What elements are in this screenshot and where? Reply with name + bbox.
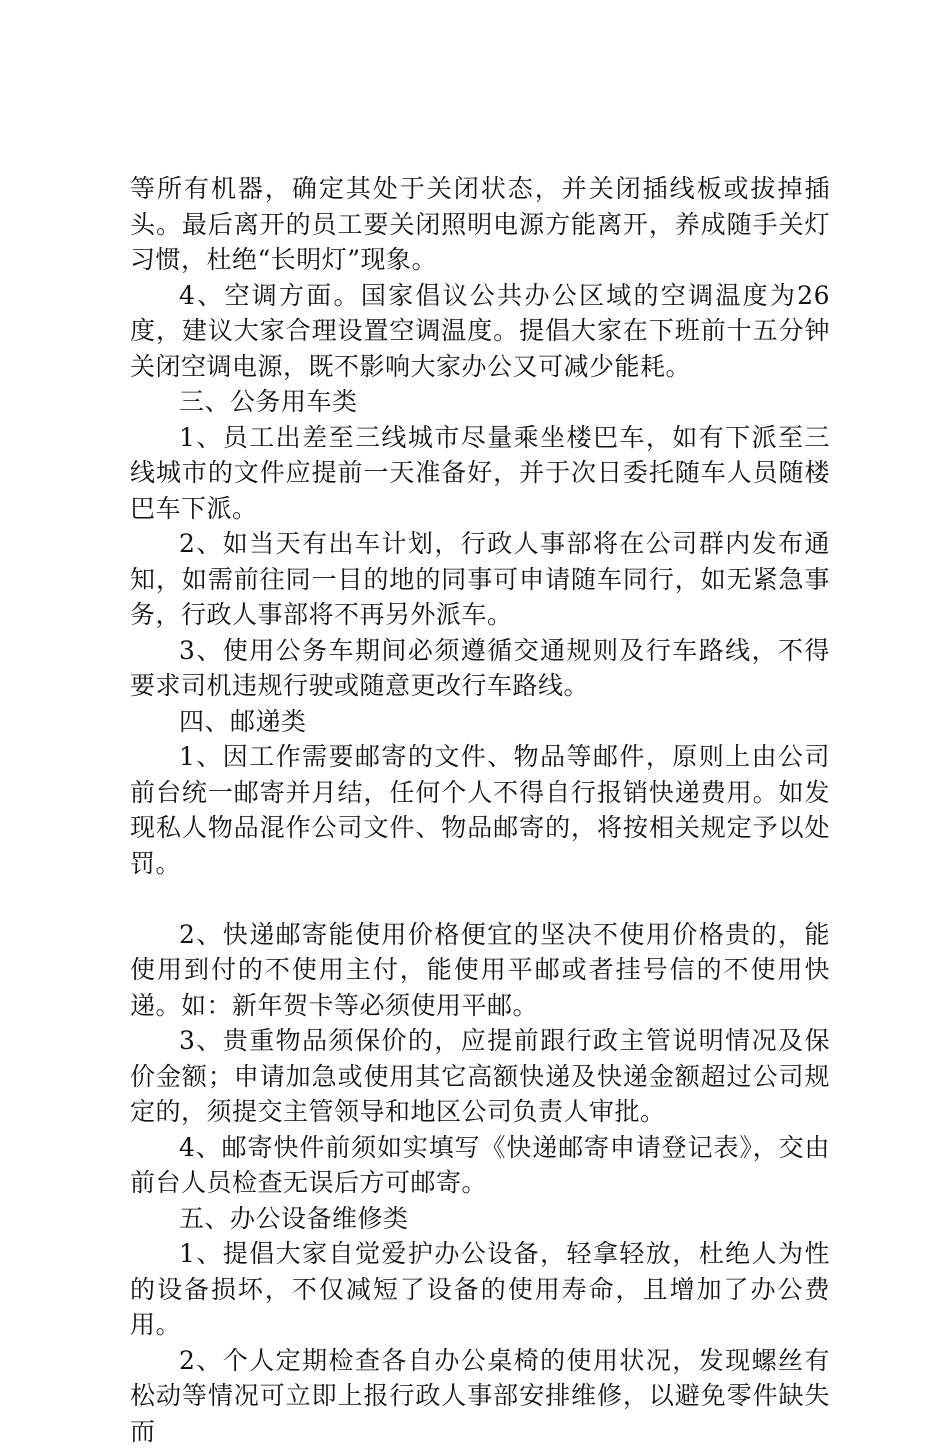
paragraph: 2、快递邮寄能使用价格便宜的坚决不使用价格贵的，能使用到付的不使用主付，能使用平邮或者挂号信的不使用快递。如：新年贺卡等必须使用平邮。 [130, 917, 830, 1024]
paragraph: 1、员工出差至三线城市尽量乘坐楼巴车，如有下派至三线城市的文件应提前一天准备好，并于次日委托随车人员随楼巴车下派。 [130, 420, 830, 527]
paragraph: 2、如当天有出车计划，行政人事部将在公司群内发布通知，如需前往同一目的地的同事可申请随车同行，如无紧急事务，行政人事部将不再另外派车。 [130, 526, 830, 633]
document-body [130, 171, 830, 1449]
paragraph: 4、邮寄快件前须如实填写《快递邮寄申请登记表》，交由前台人员检查无误后方可邮寄。 [130, 1130, 830, 1201]
section-heading: 三、公务用车类 [130, 384, 830, 420]
paragraph: 2、个人定期检查各自办公桌椅的使用状况，发现螺丝有松动等情况可立即上报行政人事部安排维修，以避免零件缺失而 [130, 1343, 830, 1449]
paragraph: 1、因工作需要邮寄的文件、物品等邮件，原则上由公司前台统一邮寄并月结，任何个人不得自行报销快递费用。如发现私人物品混作公司文件、物品邮寄的，将按相关规定予以处罚。 [130, 739, 830, 881]
section-heading: 五、办公设备维修类 [130, 1201, 830, 1237]
paragraph: 1、提倡大家自觉爱护办公设备，轻拿轻放，杜绝人为性的设备损坏，不仅减短了设备的使用寿命，且增加了办公费用。 [130, 1236, 830, 1343]
paragraph: 4、空调方面。国家倡议公共办公区域的空调温度为26度，建议大家合理设置空调温度。提倡大家在下班前十五分钟关闭空调电源，既不影响大家办公又可减少能耗。 [130, 278, 830, 385]
section-heading: 四、邮递类 [130, 704, 830, 740]
paragraph: 3、使用公务车期间必须遵循交通规则及行车路线，不得要求司机违规行驶或随意更改行车路线。 [130, 633, 830, 704]
blank-line [130, 881, 830, 917]
paragraph: 3、贵重物品须保价的，应提前跟行政主管说明情况及保价金额；申请加急或使用其它高额快递及快递金额超过公司规定的，须提交主管领导和地区公司负责人审批。 [130, 1023, 830, 1130]
paragraph: 等所有机器，确定其处于关闭状态，并关闭插线板或拔掉插头。最后离开的员工要关闭照明电源方能离开，养成随手关灯习惯，杜绝“长明灯”现象。 [130, 171, 830, 278]
